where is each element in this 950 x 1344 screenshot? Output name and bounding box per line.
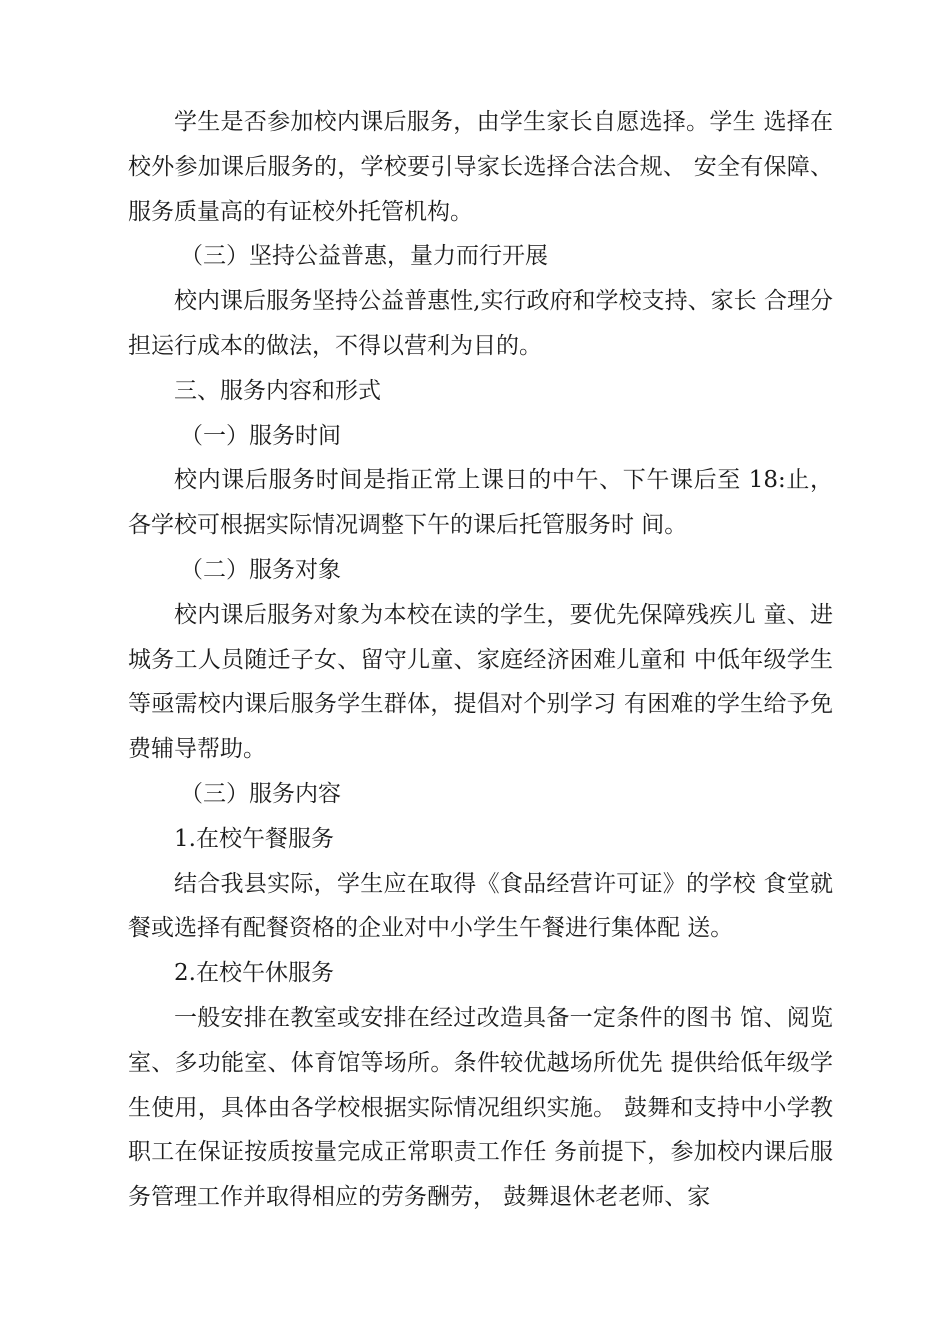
heading-service-content-form: 三、服务内容和形式 <box>174 377 381 404</box>
paragraph-nap-service: 一般安排在教室或安排在经过改造具备一定条件的图书 馆、阅览室、多功能室、体育馆等场所。条件较优越场所优先 提供给低年级学生使用，具体由各学校根据实际情况组织实施。 鼓舞和支持中小学教职工在保证按质按量完成正常职责工作任 务前提下，参加校内课后服务管理工作并取得相应的劳务酬劳， 鼓舞退休老老师、家 <box>128 1004 833 1211</box>
paragraph-service-time: 校内课后服务时间是指正常上课日的中午、下午课后至 18:止，各学校可根据实际情况调整下午的课后托管服务时 间。 <box>128 467 833 539</box>
paragraph-service-target: 校内课后服务对象为本校在读的学生，要优先保障残疾儿 童、进城务工人员随迁子女、留守儿童、家庭经济困难儿童和 中低年级学生等亟需校内课后服务学生群体，提倡对个别学习 有困难的学生给予免费辅导帮助。 <box>128 601 833 763</box>
heading-service-target: （二）服务对象 <box>180 556 341 583</box>
paragraph-lunch-service: 结合我县实际，学生应在取得《食品经营许可证》的学校 食堂就餐或选择有配餐资格的企业对中小学生午餐进行集体配 送。 <box>128 870 833 942</box>
heading-service-content: （三）服务内容 <box>180 780 341 807</box>
paragraph-parent-choice: 学生是否参加校内课后服务，由学生家长自愿选择。学生 选择在校外参加课后服务的，学校要引导家长选择合法合规、 安全有保障、服务质量高的有证校外托管机构。 <box>128 109 833 225</box>
heading-nap-service: 2.在校午休服务 <box>174 960 334 987</box>
heading-lunch-service: 1.在校午餐服务 <box>174 825 334 852</box>
paragraph-cost-sharing: 校内课后服务坚持公益普惠性,实行政府和学校支持、家长 合理分担运行成本的做法，不得以营利为目的。 <box>128 288 833 359</box>
heading-service-time: （一）服务时间 <box>180 422 341 449</box>
heading-public-welfare: （三）坚持公益普惠，量力而行开展 <box>180 243 548 270</box>
document-body <box>128 100 833 1220</box>
